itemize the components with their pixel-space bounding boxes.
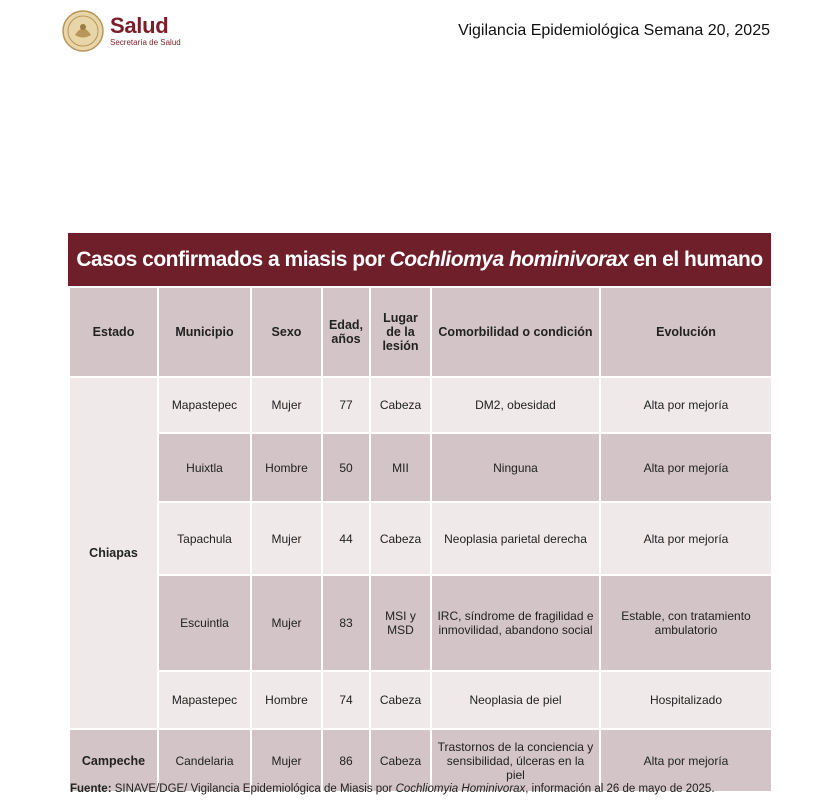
cell-evolucion: Alta por mejoría	[600, 729, 772, 792]
footnote-text-post: , información al 26 de mayo de 2025.	[525, 783, 715, 795]
cases-table-container	[68, 233, 771, 793]
cell-lugar: Cabeza	[370, 377, 431, 433]
cell-lugar: MSI y MSD	[370, 575, 431, 671]
cell-edad: 50	[322, 433, 370, 502]
cell-evolucion: Estable, con tratamiento ambulatorio	[600, 575, 772, 671]
footnote-text-pre: SINAVE/DGE/ Vigilancia Epidemiológica de Miasis por	[114, 783, 393, 795]
logo-title: Salud	[110, 13, 169, 38]
cell-sexo: Mujer	[251, 502, 322, 575]
cell-comorbilidad: Ninguna	[431, 433, 600, 502]
cell-municipio: Escuintla	[158, 575, 251, 671]
cell-municipio: Tapachula	[158, 502, 251, 575]
table-row	[69, 433, 772, 502]
document-title: Vigilancia Epidemiológica Semana 20, 2025	[458, 22, 770, 39]
column-header-lugar: Lugar de la lesión	[370, 287, 431, 377]
column-header-sexo: Sexo	[251, 287, 322, 377]
header-logo	[62, 10, 181, 52]
state-cell-chiapas: Chiapas	[69, 377, 158, 729]
cell-evolucion: Alta por mejoría	[600, 502, 772, 575]
cell-edad: 44	[322, 502, 370, 575]
column-header-comorbilidad: Comorbilidad o condición	[431, 287, 600, 377]
cell-municipio: Candelaria	[158, 729, 251, 792]
cell-municipio: Mapastepec	[158, 671, 251, 729]
column-header-evolucion: Evolución	[600, 287, 772, 377]
cell-edad: 77	[322, 377, 370, 433]
cell-edad: 83	[322, 575, 370, 671]
cell-municipio: Mapastepec	[158, 377, 251, 433]
column-header-municipio: Municipio	[158, 287, 251, 377]
coat-of-arms-seal-icon	[62, 10, 104, 52]
table-header-row	[69, 287, 772, 377]
cell-evolucion: Alta por mejoría	[600, 377, 772, 433]
table-row	[69, 575, 772, 671]
cell-lugar: Cabeza	[370, 729, 431, 792]
footnote-label: Fuente:	[70, 783, 112, 795]
state-cell-campeche: Campeche	[69, 729, 158, 792]
table-title-banner	[68, 233, 771, 286]
cell-sexo: Hombre	[251, 433, 322, 502]
cell-evolucion: Alta por mejoría	[600, 433, 772, 502]
cell-lugar: Cabeza	[370, 502, 431, 575]
cell-sexo: Hombre	[251, 671, 322, 729]
column-header-estado: Estado	[69, 287, 158, 377]
table-title-pre: Casos confirmados a miasis por	[76, 247, 385, 271]
cell-evolucion: Hospitalizado	[600, 671, 772, 729]
table-row	[69, 377, 772, 433]
cell-sexo: Mujer	[251, 729, 322, 792]
cell-edad: 86	[322, 729, 370, 792]
cell-comorbilidad: Neoplasia parietal derecha	[431, 502, 600, 575]
cell-lugar: MII	[370, 433, 431, 502]
table-title-post: en el humano	[633, 247, 763, 271]
cell-sexo: Mujer	[251, 575, 322, 671]
cell-sexo: Mujer	[251, 377, 322, 433]
cases-table	[68, 286, 773, 793]
table-row	[69, 502, 772, 575]
cell-comorbilidad: IRC, síndrome de fragilidad e inmovilidad, abandono social	[431, 575, 600, 671]
table-title-species: Cochliomya hominivorax	[389, 247, 629, 271]
column-header-edad: Edad, años	[322, 287, 370, 377]
footnote-species: Cochliomyia Hominivorax	[395, 783, 526, 795]
cell-lugar: Cabeza	[370, 671, 431, 729]
cell-municipio: Huixtla	[158, 433, 251, 502]
table-row	[69, 671, 772, 729]
cell-comorbilidad: Neoplasia de piel	[431, 671, 600, 729]
logo-subtitle: Secretaría de Salud	[110, 38, 181, 47]
cell-comorbilidad: Trastornos de la conciencia y sensibilidad, úlceras en la piel	[431, 729, 600, 792]
cell-edad: 74	[322, 671, 370, 729]
source-footnote	[70, 783, 715, 795]
cell-comorbilidad: DM2, obesidad	[431, 377, 600, 433]
